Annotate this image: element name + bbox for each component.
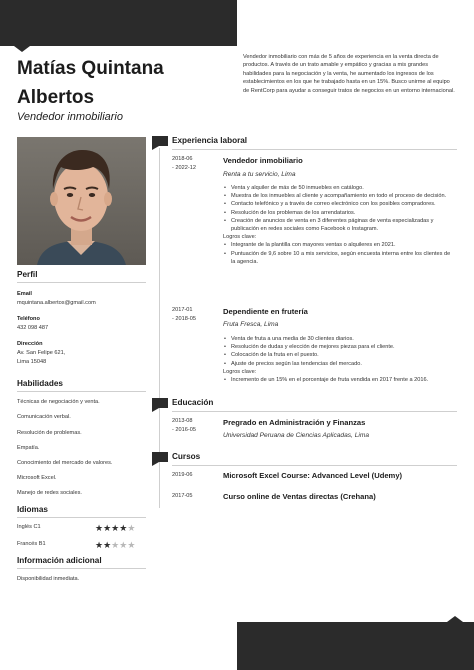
phone-value: 432 098 487 [17,325,49,331]
education-dates [172,417,220,434]
star-empty-icon: ★ [119,540,128,550]
education-date-end: - 2016-05 [172,426,196,433]
header-bar [0,0,237,46]
star-empty-icon: ★ [111,540,120,550]
address-label: Dirección [17,341,43,347]
education-school: Universidad Peruana de Ciencias Aplicadas, Lima [223,432,369,439]
skills-heading: Habilidades [17,379,63,388]
job-company: Renta a tu servicio, Lima [223,171,296,178]
additional-heading: Información adicional [17,556,102,565]
experience-divider [172,149,457,150]
job-dates [172,306,220,323]
language-row [17,540,146,550]
portrait-illustration [17,137,146,265]
star-filled-icon: ★ [103,523,112,533]
job-dates [172,155,220,172]
header-bar-notch [14,46,30,52]
job-title: Vendedor inmobiliario [17,111,123,123]
footer-bar [237,622,474,670]
language-row [17,523,146,533]
duty-item: • Venta de fruta a una media de 30 clientes diarios. [223,335,453,343]
language-rating [95,523,135,533]
skill-item: Técnicas de negociación y venta. [17,399,100,405]
address-line-2: Lima 15048 [17,359,47,365]
achievements-label: Logros clave: [223,368,257,375]
education-heading: Educación [172,398,214,407]
address-line-1: Av. San Felipe 621, [17,350,66,356]
duty-item: • Contacto telefónico y a través de correo electrónico con los posibles compradores. [223,200,453,208]
additional-text: Disponibilidad inmediata. [17,576,80,582]
skill-item: Comunicación verbal. [17,414,71,420]
duty-item: • Resolución de los problemas de los arrendatarios. [223,209,453,217]
profile-heading: Perfil [17,270,38,279]
duty-item: • Venta y alquiler de más de 50 inmuebles en catálogo. [223,184,453,192]
name-line-1: Matías Quintana [17,58,164,79]
star-empty-icon: ★ [127,540,136,550]
job-role: Vendedor inmobiliario [223,156,303,165]
star-filled-icon: ★ [95,523,104,533]
duty-item: • Ajuste de precios según las tendencias del mercado. [223,360,453,368]
star-filled-icon: ★ [111,523,120,533]
course-title: Curso online de Ventas directas (Crehana) [223,492,376,501]
courses-divider [172,465,457,466]
profile-divider [17,282,146,283]
profile-photo [17,137,146,265]
name-line-2: Albertos [17,87,95,108]
duty-item: • Muestra de los inmuebles al cliente y acompañamiento en todo el proceso de decisión. [223,192,453,200]
phone-label: Teléfono [17,316,40,322]
duty-item: • Integrante de la plantilla con mayores ventas o alquileres en 2021. [223,241,453,249]
courses-marker-icon [152,452,168,462]
course-title: Microsoft Excel Course: Advanced Level (Udemy) [223,471,403,480]
duty-item: • Resolución de dudas y elección de mejores piezas para el cliente. [223,343,453,351]
job-date-end: - 2018-05 [172,315,196,322]
language-rating [95,540,135,550]
job-duties-list [223,335,453,384]
email-value[interactable]: mquintana.albertos@gmail.com [17,300,96,306]
star-filled-icon: ★ [119,523,128,533]
duty-item: • Creación de anuncios de venta en 3 diferentes páginas de venta especializadas y publicación en redes sociales como Facebook o Instagram. [223,217,453,233]
education-divider [172,411,457,412]
languages-heading: Idiomas [17,505,48,514]
skills-divider [17,391,146,392]
skill-item: Microsoft Excel. [17,475,57,481]
language-name: Francés B1 [17,541,46,547]
skill-item: Empatía. [17,445,40,451]
language-name: Inglés C1 [17,524,41,530]
skill-item: Manejo de redes sociales. [17,490,82,496]
footer-bar-notch [447,616,463,622]
duty-item: • Incremento de un 15% en el porcentaje de fruta vendida en 2017 frente a 2016. [223,376,453,384]
email-label: Email [17,291,32,297]
education-date-start: 2013-08 [172,418,193,424]
job-date-start: 2018-06 [172,156,193,162]
courses-heading: Cursos [172,452,201,461]
star-filled-icon: ★ [103,540,112,550]
job-role: Dependiente en frutería [223,307,308,316]
additional-divider [17,568,146,569]
achievements-label: Logros clave: [223,234,257,241]
experience-marker-icon [152,136,168,146]
duty-item: • Colocación de la fruta en el puesto. [223,351,453,359]
languages-divider [17,517,146,518]
duty-item: • Puntuación de 9,6 sobre 10 a mis servicios, según encuesta interna entre los clientes de la agencia. [223,250,453,266]
experience-heading: Experiencia laboral [172,136,248,145]
skill-item: Conocimiento del mercado de valores. [17,460,113,466]
star-empty-icon: ★ [127,523,136,533]
education-degree: Pregrado en Administración y Finanzas [223,418,366,427]
candidate-name [17,54,227,112]
job-date-start: 2017-01 [172,307,193,313]
job-date-end: - 2022-12 [172,164,196,171]
skill-item: Resolución de problemas. [17,430,82,436]
star-filled-icon: ★ [95,540,104,550]
course-date: 2017-05 [172,493,193,499]
summary-text: Vendedor inmobiliario con más de 5 años de experiencia en la venta directa de productos. A través de un trato amable y empático y gracias a mis grandes habilidades para la negociación y la venta, he aumentado los ingresos de los establecimientos en los que he trabajado hasta en un 15%. Busco unirme al equipo de RentCorp para ayudar a conseguir tratos de negocios en un entorno internacional. [243,54,455,94]
course-date: 2019-06 [172,472,193,478]
education-marker-icon [152,398,168,408]
job-duties-list [223,184,453,266]
job-company: Fruta Fresca, Lima [223,321,279,328]
